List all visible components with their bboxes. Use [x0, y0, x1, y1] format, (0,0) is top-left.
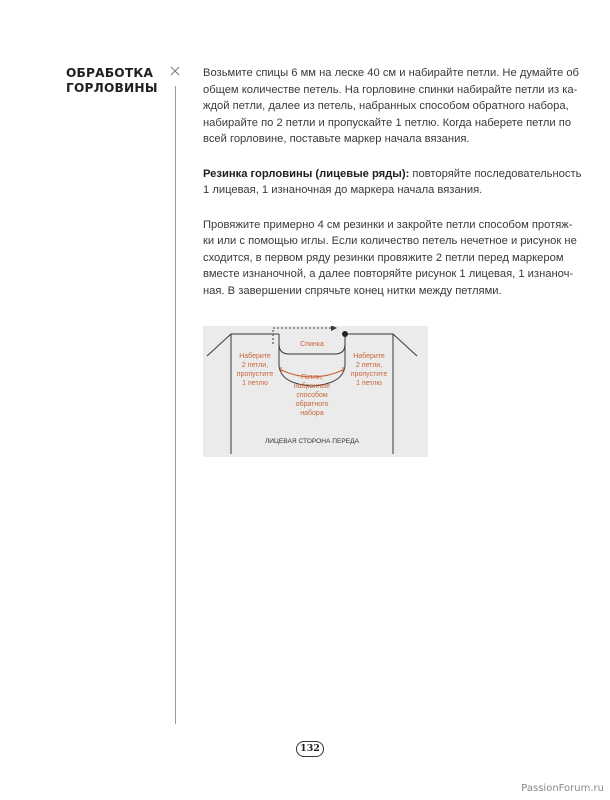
body-text [203, 65, 582, 317]
center-note-line: способом [296, 392, 328, 399]
left-note-line: 1 петлю [242, 380, 268, 387]
paragraph-2 [203, 166, 582, 199]
text-line: ная. В завершении спрячьте конец нитки между петлями. [203, 284, 502, 297]
right-note-line: 2 петли, [355, 362, 383, 369]
paragraph-1 [203, 65, 579, 148]
text-fragment: повторяйте последовательность [409, 167, 582, 180]
right-note-line: 1 петлю [356, 380, 382, 387]
text-line: 1 лицевая, 1 изнаночная до маркера начала вязания. [203, 184, 483, 196]
neckline-diagram-svg [203, 326, 428, 457]
paragraph-3 [203, 217, 577, 300]
text-line: ки или с помощью иглы. Если количество петель нечетное и рисунок не [203, 235, 577, 247]
text-line: сходится, в первом ряду резинки провяжите 2 петли перед маркером [203, 251, 564, 264]
text-line: Возьмите спицы 6 мм на леске 40 см и набирайте петли. Не думайте об [203, 67, 579, 79]
front-label: ЛИЦЕВАЯ СТОРОНА ПЕРЕДА [264, 438, 360, 445]
text-line: ждой петли, далее из петель, набранных способом обратного набора, [203, 100, 569, 112]
vertical-divider [175, 86, 176, 724]
center-note-line: набора [300, 410, 324, 417]
close-icon [170, 66, 180, 76]
page-number: 132 [296, 741, 324, 757]
right-note-line: пропустите [350, 371, 388, 378]
left-note-line: 2 петли, [241, 362, 269, 369]
left-note-line: пропустите [236, 371, 274, 378]
text-line: общем количестве петель. На горловине спинки набирайте петли из ка- [203, 83, 578, 96]
section-title [66, 66, 166, 96]
right-note-line: Наберите [353, 353, 385, 360]
subheading: Резинка горловины (лицевые ряды): [203, 167, 410, 180]
watermark: PassionForum.ru [521, 783, 604, 794]
text-line: вместе изнаночной, а далее повторяйте рисунок 1 лицевая, 1 изнаноч- [203, 268, 574, 280]
text-line: всей горловине, поставьте маркер начала вязания. [203, 133, 470, 145]
back-label: Спинка [300, 341, 324, 348]
left-note-line: Наберите [239, 353, 271, 360]
start-marker [342, 331, 348, 337]
center-note-line: Петли, [301, 374, 323, 381]
section-title-line: ГОРЛОВИНЫ [66, 81, 158, 95]
center-note-line: обратного [295, 401, 329, 408]
text-line: Провяжите примерно 4 см резинки и закройте петли способом протяж- [203, 218, 573, 231]
arrow-head [331, 326, 337, 331]
section-title-line: ОБРАБОТКА [66, 66, 154, 80]
center-note-line: набранные [293, 383, 331, 390]
neckline-diagram [203, 326, 428, 457]
text-line: набирайте по 2 петли и пропускайте 1 петлю. Когда наберете петли по [203, 116, 572, 129]
text-line [203, 166, 582, 183]
